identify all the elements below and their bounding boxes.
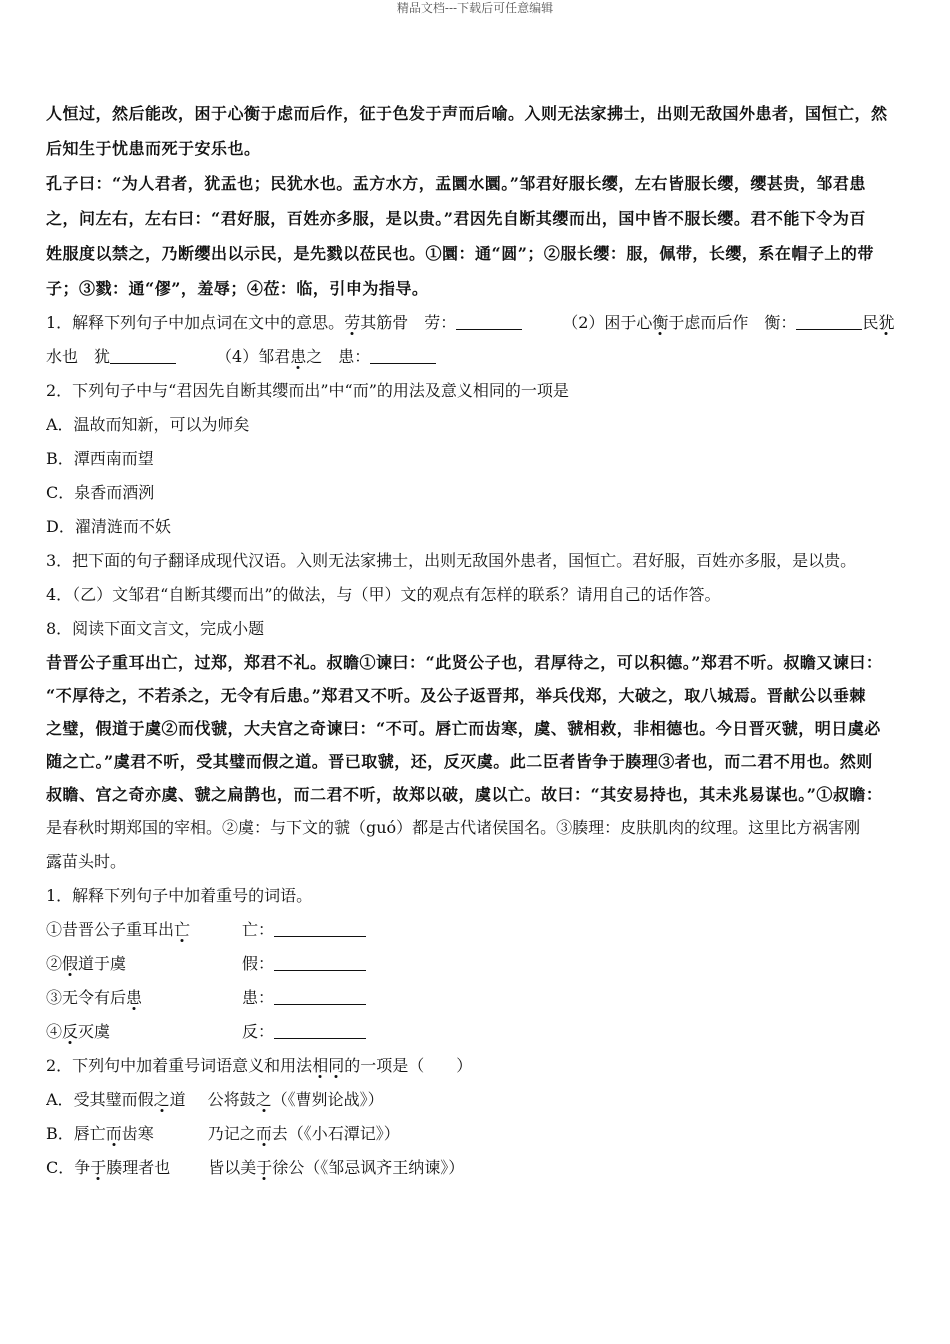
answer-blank[interactable] (274, 1020, 366, 1039)
option-text: 徐公（《邹忌讽齐王纳谏》） (272, 1158, 465, 1177)
passage-line: 随之亡。”虞君不听，受其璧而假之道。晋已取虢，还，反灭虞。此二臣者皆争于腠理③者也，而二君不用也。然则 (46, 752, 873, 771)
option-text: （《曹刿论战》） (271, 1090, 384, 1109)
dotted-char: 于 (90, 1158, 107, 1177)
passage-line: 后知生于忧患而死于安乐也。 (46, 139, 261, 158)
option-text: 腠理者也 (106, 1158, 171, 1177)
sub-option-a (46, 1083, 906, 1117)
option-text: 道 (169, 1090, 186, 1109)
notes-line: 是春秋时期郑国的宰相。②虞：与下文的虢（guó）都是古代诸侯国名。③腠理：皮肤肌肉的纹理。这里比方祸害刚 (46, 818, 861, 837)
option-letter: B． (46, 1124, 74, 1143)
sub-question-2 (46, 1049, 906, 1083)
sub-option-b (46, 1117, 906, 1151)
item-number: ④ (46, 1022, 63, 1041)
question-1-line-1 (46, 306, 906, 340)
option-text: 唇亡 (73, 1124, 106, 1143)
dotted-char: 衡 (652, 313, 669, 332)
dotted-char: 而 (255, 1124, 272, 1143)
question-text: 2．下列句中加着重号词语意义和用法 (46, 1056, 313, 1075)
question-1-lead: 1．解释下列句子中加点词在文中的意思。 (46, 313, 345, 332)
question-text: 之 患： (306, 347, 371, 366)
dotted-char: 同 (328, 1056, 345, 1075)
sub-question-1: 1．解释下列句子中加着重号的词语。 (46, 886, 313, 905)
passage-line: 叔瞻、宫之奇亦虞、虢之扁鹊也，而二君不听，故郑以破，虞以亡。故曰：“其安易持也，其未兆易谋也。”①叔瞻： (46, 785, 883, 804)
option-letter: C． (46, 1158, 75, 1177)
passage-1 (46, 96, 906, 306)
question-2: 2．下列句子中与“君因先自断其缨而出”中“而”的用法及意义相同的一项是 (46, 381, 569, 400)
item-label: 假： (242, 954, 275, 973)
dotted-char: 劳 (344, 313, 361, 332)
option-text: 乃记之 (207, 1124, 256, 1143)
item-label: 患： (242, 988, 275, 1007)
item-number: ① (46, 920, 63, 939)
option-d: D．濯清涟而不妖 (46, 517, 171, 536)
option-letter: A． (46, 1090, 74, 1109)
dotted-char: 亡 (174, 920, 191, 939)
question-text: 其筋骨 劳： (360, 313, 457, 332)
question-3: 3．把下面的句子翻译成现代汉语。入则无法家拂士，出则无敌国外患者，国恒亡。君好服，百姓亦多服，是以贵。 (46, 551, 857, 570)
passage-line: 孔子曰：“为人君者，犹盂也；民犹水也。盂方水方，盂圜水圜。”邹君好服长缨，左右皆服长缨，缨甚贵，邹君患 (46, 174, 866, 193)
answer-blank[interactable] (274, 918, 366, 937)
option-text: 受其璧而假 (73, 1090, 154, 1109)
dotted-char: 犹 (878, 313, 895, 332)
question-text: 水也 犹 (46, 347, 111, 366)
notes-line: 露苗头时。 (46, 852, 127, 871)
item-text: 道于虞 (78, 954, 127, 973)
dotted-char: 患 (126, 988, 143, 1007)
question-text: （4）邹君 (216, 347, 291, 366)
passage-line: 昔晋公子重耳出亡，过郑，郑君不礼。叔瞻①谏曰：“此贤公子也，君厚待之，可以积德。”郑君不听。叔瞻又谏曰： (46, 653, 883, 672)
dotted-char: 患 (290, 347, 307, 366)
answer-blank[interactable] (456, 311, 522, 330)
question-1-line-2 (46, 340, 906, 374)
option-text: 皆以美 (208, 1158, 257, 1177)
question-text: （2）困于心 (562, 313, 653, 332)
vocab-item (46, 1015, 906, 1049)
page-header: 精品文档---下载后可任意编辑 (396, 1, 554, 15)
answer-blank[interactable] (370, 345, 436, 364)
sub-option-c (46, 1151, 906, 1185)
document-body (46, 96, 906, 1185)
item-text: 无令有后 (62, 988, 127, 1007)
vocab-item (46, 947, 906, 981)
dotted-char: 于 (256, 1158, 273, 1177)
dotted-char: 反 (62, 1022, 79, 1041)
passage-line: 之，问左右，左右曰：“君好服，百姓亦多服，是以贵。”君因先自断其缨而出，国中皆不服长缨。君不能下令为百 (46, 209, 866, 228)
item-number: ③ (46, 988, 63, 1007)
passage-line: 姓服度以禁之，乃断缨出以示民，是先戮以莅民也。①圜：通“圆”；②服长缨：服，佩带，长缨，系在帽子上的带 (46, 244, 874, 263)
option-text: 公将鼓 (207, 1090, 256, 1109)
option-text: 齿寒 (121, 1124, 154, 1143)
passage-line: “不厚待之，不若杀之，无令有后患。”郑君又不听。及公子返晋邦，举兵伐郑，大破之，取八城焉。晋献公以垂棘 (46, 686, 866, 705)
item-label: 亡： (242, 920, 275, 939)
question-4: 4．（乙）文邹君“自断其缨而出”的做法，与（甲）文的观点有怎样的联系？请用自己的话作答。 (46, 585, 721, 604)
answer-blank[interactable] (274, 986, 366, 1005)
section-8-heading: 8．阅读下面文言文，完成小题 (46, 619, 265, 638)
option-text: 争 (74, 1158, 91, 1177)
vocab-item (46, 981, 906, 1015)
dotted-char: 之 (153, 1090, 170, 1109)
option-text: 去（《小石潭记》） (271, 1124, 400, 1143)
option-c: C．泉香而酒洌 (46, 483, 155, 502)
option-a: A．温故而知新，可以为师矣 (46, 415, 250, 434)
question-text: 于虑而后作 衡： (668, 313, 797, 332)
option-b: B．潭西南而望 (46, 449, 154, 468)
question-text: 的一项是（ ） (344, 1056, 473, 1075)
passage-line: 人恒过，然后能改，困于心衡于虑而后作，征于色发于声而后喻。入则无法家拂士，出则无敌国外患者，国恒亡，然 (46, 104, 888, 123)
dotted-char: 假 (62, 954, 79, 973)
question-text: 民 (862, 313, 879, 332)
passage-line: 之璧，假道于虞②而伐虢，大夫宫之奇谏曰：“不可。唇亡而齿寒，虞、虢相救，非相德也。今日晋灭虢，明日虞必 (46, 719, 881, 738)
passage-line: 子；③戮：通“僇”，羞辱；④莅：临，引申为指导。 (46, 279, 429, 298)
item-text: 灭虞 (78, 1022, 111, 1041)
dotted-char: 之 (255, 1090, 272, 1109)
dotted-char: 相 (312, 1056, 329, 1075)
dotted-char: 而 (105, 1124, 122, 1143)
vocab-item (46, 913, 906, 947)
item-number: ② (46, 954, 63, 973)
passage-2 (46, 646, 906, 879)
answer-blank[interactable] (274, 952, 366, 971)
item-label: 反： (242, 1022, 275, 1041)
answer-blank[interactable] (110, 345, 176, 364)
answer-blank[interactable] (796, 311, 862, 330)
item-text: 昔晋公子重耳出 (62, 920, 175, 939)
